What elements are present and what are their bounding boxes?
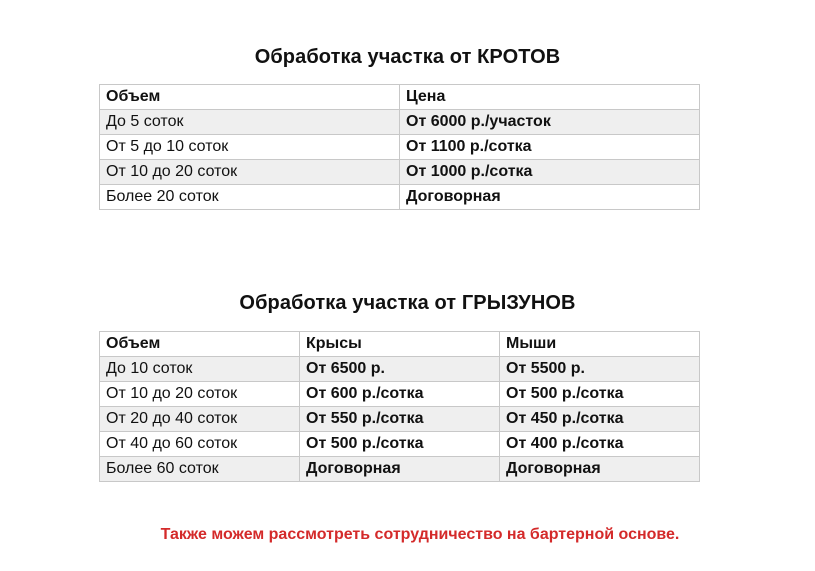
mice-price-cell: От 500 р./сотка xyxy=(500,382,700,407)
volume-cell: От 10 до 20 соток xyxy=(100,160,400,185)
mice-price-cell: От 5500 р. xyxy=(500,357,700,382)
table-row xyxy=(100,457,700,482)
table-header-row xyxy=(100,85,700,110)
table-row xyxy=(100,160,700,185)
rats-price-cell: От 550 р./сотка xyxy=(300,407,500,432)
moles-price-table xyxy=(99,84,700,210)
header-cell-price: Цена xyxy=(400,85,700,110)
mice-price-cell: От 450 р./сотка xyxy=(500,407,700,432)
table-row xyxy=(100,357,700,382)
volume-cell: Более 60 соток xyxy=(100,457,300,482)
volume-cell: От 5 до 10 соток xyxy=(100,135,400,160)
table-header-row xyxy=(100,332,700,357)
table-row xyxy=(100,110,700,135)
price-cell: Договорная xyxy=(400,185,700,210)
rats-price-cell: От 6500 р. xyxy=(300,357,500,382)
header-cell-volume: Объем xyxy=(100,85,400,110)
volume-cell: От 20 до 40 соток xyxy=(100,407,300,432)
price-cell: От 1100 р./сотка xyxy=(400,135,700,160)
volume-cell: От 10 до 20 соток xyxy=(100,382,300,407)
rodents-price-table xyxy=(99,331,700,482)
header-cell-mice: Мыши xyxy=(500,332,700,357)
volume-cell: От 40 до 60 соток xyxy=(100,432,300,457)
volume-cell: Более 20 соток xyxy=(100,185,400,210)
rodents-table-title: Обработка участка от ГРЫЗУНОВ xyxy=(239,292,576,314)
mice-price-cell: От 400 р./сотка xyxy=(500,432,700,457)
header-cell-rats: Крысы xyxy=(300,332,500,357)
header-cell-volume: Объем xyxy=(100,332,300,357)
rats-price-cell: От 600 р./сотка xyxy=(300,382,500,407)
barter-note: Также можем рассмотреть сотрудничество на бартерной основе. xyxy=(160,526,680,543)
price-cell: От 1000 р./сотка xyxy=(400,160,700,185)
rats-price-cell: Договорная xyxy=(300,457,500,482)
table-row xyxy=(100,407,700,432)
rats-price-cell: От 500 р./сотка xyxy=(300,432,500,457)
volume-cell: До 10 соток xyxy=(100,357,300,382)
volume-cell: До 5 соток xyxy=(100,110,400,135)
table-row xyxy=(100,135,700,160)
table-row xyxy=(100,382,700,407)
table-row xyxy=(100,185,700,210)
price-cell: От 6000 р./участок xyxy=(400,110,700,135)
mice-price-cell: Договорная xyxy=(500,457,700,482)
table-row xyxy=(100,432,700,457)
moles-table-title: Обработка участка от КРОТОВ xyxy=(254,46,561,68)
